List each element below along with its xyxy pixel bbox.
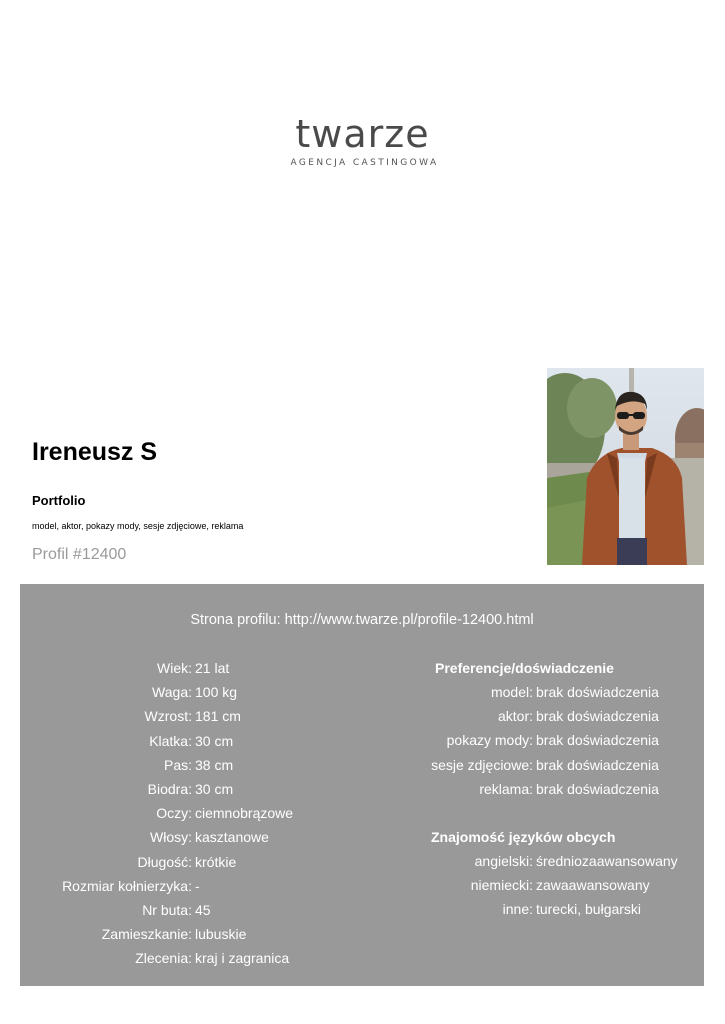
detail-row-value: lubuskie xyxy=(195,926,247,943)
detail-row-label: Zlecenia: xyxy=(135,950,192,967)
language-row-value: turecki, bułgarski xyxy=(536,901,642,918)
detail-row-value: 100 kg xyxy=(195,684,238,701)
detail-row xyxy=(20,829,269,846)
preference-row-value: brak doświadczenia xyxy=(536,780,659,797)
detail-row-value: ciemnobrązowe xyxy=(195,805,294,822)
preference-row-label: pokazy mody: xyxy=(446,732,533,749)
preference-row-label: aktor: xyxy=(497,708,533,725)
preference-row xyxy=(20,780,659,797)
detail-row-label: Zamieszkanie: xyxy=(101,926,192,943)
detail-row-value: kasztanowe xyxy=(195,829,269,846)
detail-row-label: Wzrost: xyxy=(144,708,192,725)
detail-row-value: kraj i zagranica xyxy=(195,950,290,967)
preference-row-label: sesje zdjęciowe: xyxy=(431,756,533,773)
language-row-label: niemiecki: xyxy=(470,877,533,894)
roles-list: model, aktor, pokazy mody, sesje zdjęciowe, reklama xyxy=(32,521,244,531)
detail-row-label: Oczy: xyxy=(156,805,192,822)
detail-row-label: Włosy: xyxy=(150,829,192,846)
profile-url: Strona profilu: http://www.twarze.pl/profile-12400.html xyxy=(190,612,534,628)
language-row-value: średniozaawansowany xyxy=(536,853,678,869)
language-row xyxy=(20,901,642,918)
profile-number: Profil #12400 xyxy=(32,546,127,563)
preference-row-value: brak doświadczenia xyxy=(536,684,659,700)
detail-row xyxy=(20,926,247,943)
detail-row-label: Nr buta: xyxy=(142,902,192,918)
language-row xyxy=(20,853,678,869)
preference-row-value: brak doświadczenia xyxy=(536,708,659,725)
preferences-heading: Preferencje/doświadczenie xyxy=(435,660,614,676)
preference-row xyxy=(20,732,659,749)
detail-row-value: 30 cm xyxy=(195,732,234,749)
portfolio-heading: Portfolio xyxy=(32,493,86,508)
language-row-value: zawaawansowany xyxy=(536,877,650,894)
detail-row-label: Klatka: xyxy=(149,732,192,749)
preference-row-value: brak doświadczenia xyxy=(536,732,659,749)
language-row xyxy=(20,877,650,894)
language-row-label: inne: xyxy=(502,901,533,918)
preference-row-label: model: xyxy=(490,684,533,700)
detail-row-value: 21 lat xyxy=(195,660,230,676)
preference-row xyxy=(20,708,659,725)
agency-logo xyxy=(0,112,725,168)
detail-row-label: Pas: xyxy=(163,756,192,773)
language-row-label: angielski: xyxy=(474,853,533,869)
model-name: Ireneusz S xyxy=(32,438,158,466)
preference-row xyxy=(20,756,659,773)
profile-details-panel xyxy=(20,584,704,986)
detail-row-label: Biodra: xyxy=(147,781,192,797)
preference-row-label: reklama: xyxy=(479,780,533,797)
detail-row-value: 30 cm xyxy=(195,781,234,797)
preference-row xyxy=(20,684,659,700)
languages-heading: Znajomość języków obcych xyxy=(431,829,616,845)
detail-row-label: Waga: xyxy=(152,684,192,701)
detail-row xyxy=(20,805,294,822)
detail-row-value: krótkie xyxy=(195,853,237,870)
detail-row-label: Długość: xyxy=(137,853,192,870)
profile-photo xyxy=(547,368,704,565)
detail-row-value: 38 cm xyxy=(195,756,234,773)
detail-row-label: Rozmiar kołnierzyka: xyxy=(62,877,192,894)
detail-row xyxy=(20,950,290,967)
preference-row-value: brak doświadczenia xyxy=(536,756,659,773)
detail-row-value: 181 cm xyxy=(195,708,241,725)
detail-row-value: 45 xyxy=(195,902,211,918)
logo-wordmark: twarze xyxy=(295,112,430,156)
detail-row-value: - xyxy=(195,877,200,894)
logo-subtitle: AGENCJA CASTINGOWA xyxy=(290,158,439,168)
detail-row-label: Wiek: xyxy=(157,660,192,676)
detail-row xyxy=(20,660,230,676)
